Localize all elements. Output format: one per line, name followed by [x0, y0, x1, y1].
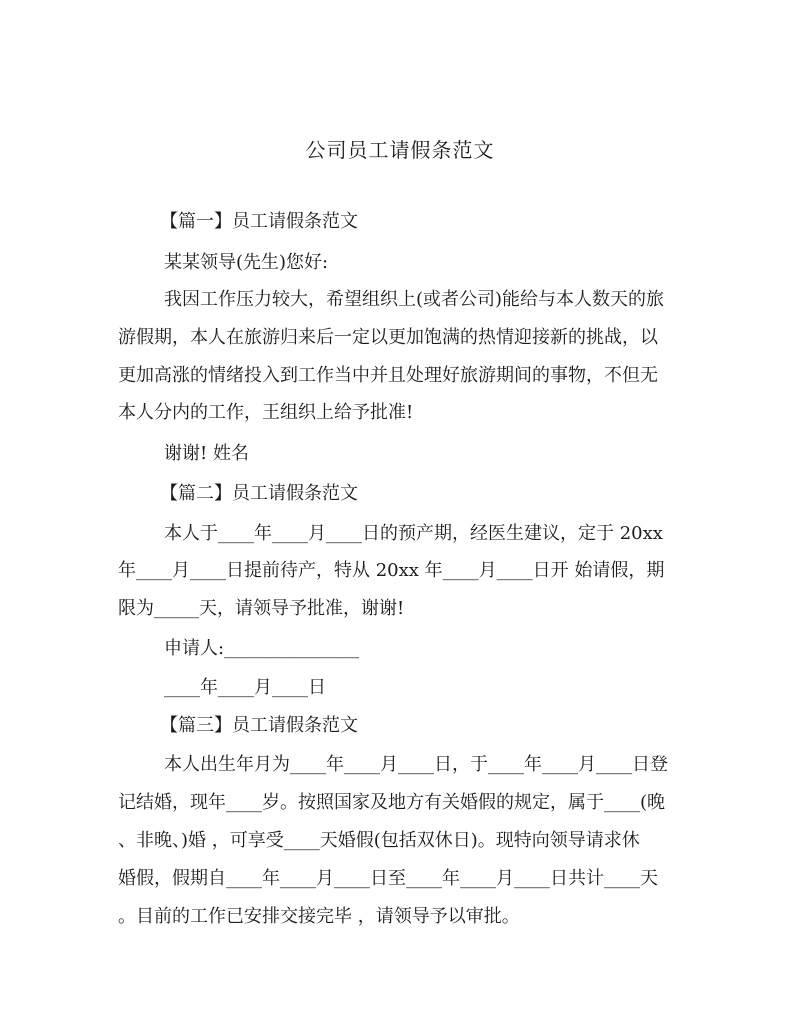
section-heading-1: 【篇一】员工请假条范文 — [160, 211, 358, 232]
paragraph-line: 限为_____天，请领导予批准，谢谢! — [118, 598, 405, 619]
section-heading-2: 【篇二】员工请假条范文 — [160, 483, 358, 504]
paragraph-line: 年____月____日提前待产，特从 20xx 年____月____日开 始请假，期 — [118, 560, 665, 581]
paragraph-line: 、非晚、)婚 ，可享受____天婚假(包括双休日)。现特向领导请求休 — [118, 830, 640, 851]
paragraph-line: 我因工作压力较大，希望组织上(或者公司)能给与本人数天的旅 — [164, 289, 665, 310]
date-line: ____年____月____日 — [164, 677, 326, 698]
paragraph-line: 记结婚，现年____岁。按照国家及地方有关婚假的规定，属于____(晚 — [118, 792, 666, 813]
document-title: 公司员工请假条范文 — [305, 138, 495, 162]
paragraph-line: 某某领导(先生)您好: — [164, 252, 329, 273]
paragraph-line: 。目前的工作已安排交接完毕 ，请领导予以审批。 — [118, 906, 520, 927]
section-heading-3: 【篇三】员工请假条范文 — [160, 715, 358, 736]
paragraph-line: 游假期，本人在旅游归来后一定以更加饱满的热情迎接新的挑战，以 — [118, 327, 658, 348]
paragraph-line: 更加高涨的情绪投入到工作当中并且处理好旅游期间的事物，不但无 — [118, 365, 658, 386]
applicant-line: 申请人:_______________ — [164, 638, 360, 659]
paragraph-line: 本人分内的工作，王组织上给予批准! — [118, 402, 414, 423]
paragraph-line: 婚假，假期自____年____月____日至____年____月____日共计____天 — [118, 868, 658, 889]
paragraph-line: 本人于____年____月____日的预产期，经医生建议，定于 20xx — [164, 523, 663, 544]
signature-line: 谢谢! 姓名 — [164, 443, 249, 464]
paragraph-line: 本人出生年月为____年____月____日，于____年____月____日登 — [164, 754, 668, 775]
